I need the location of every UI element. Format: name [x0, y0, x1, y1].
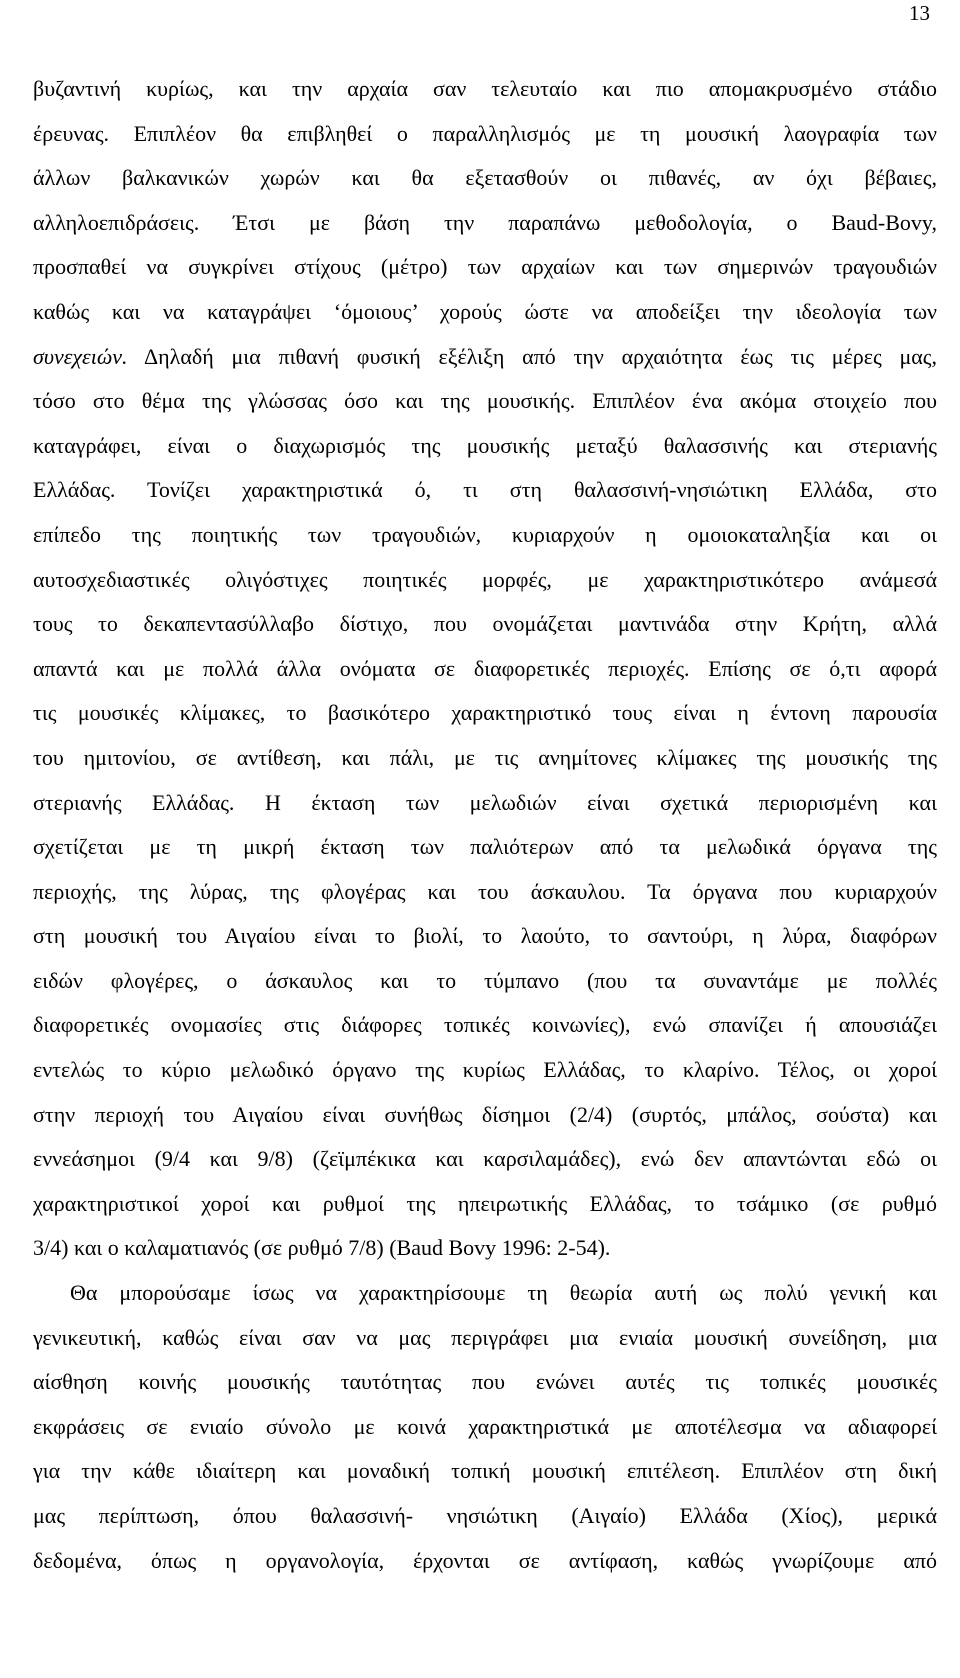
text-line: άλλων βαλκανικών χωρών και θα εξετασθούν οι πιθανές, αν όχι βέβαιες, — [33, 165, 937, 191]
text-run: Δηλαδή μια πιθανή φυσική εξέλιξη από την αρχαιότητα έως τις μέρες μας, — [127, 343, 937, 369]
text-line: στεριανής Ελλάδας. Η έκταση των μελωδιών είναι σχετικά περιορισμένη και — [33, 789, 937, 815]
text-line: μας περίπτωση, όπου θαλασσινή- νησιώτικη (Αιγαίο) Ελλάδα (Χίος), μερικά — [33, 1503, 937, 1528]
text-line: αίσθηση κοινής μουσικής ταυτότητας που ενώνει αυτές τις τοπικές μουσικές — [33, 1369, 937, 1395]
text-line: χαρακτηριστικοί χοροί και ρυθμοί της ηπειρωτικής Ελλάδας, το τσάμικο (σε ρυθμό — [33, 1190, 937, 1216]
text-line: εννεάσημοι (9/4 και 9/8) (ζεϊμπέκικα και καρσιλαμάδες), ενώ δεν απαντώνται εδώ οι — [33, 1146, 937, 1172]
paragraph — [33, 67, 937, 1271]
text-line: αυτοσχεδιαστικές ολιγόστιχες ποιητικές μορφές, με χαρακτηριστικότερο ανάμεσά — [33, 566, 937, 592]
text-line: εντελώς το κύριο μελωδικό όργανο της κυρίως Ελλάδας, το κλαρίνο. Τέλος, οι χοροί — [33, 1057, 937, 1083]
text-line: δεδομένα, όπως η οργανολογία, έρχονται σε αντίφαση, καθώς γνωρίζουμε από — [33, 1547, 937, 1573]
text-line: αλληλοεπιδράσεις. Έτσι με βάση την παραπάνω μεθοδολογία, ο Baud-Bovy, — [33, 209, 937, 235]
text-line: διαφορετικές ονομασίες στις διάφορες τοπικές κοινωνίες), ενώ σπανίζει ή απουσιάζει — [33, 1012, 937, 1038]
text-line: τις μουσικές κλίμακες, το βασικότερο χαρακτηριστικό τους είναι η έντονη παρουσία — [33, 700, 937, 726]
text-line: τόσο στο θέμα της γλώσσας όσο και της μουσικής. Επιπλέον ένα ακόμα στοιχείο που — [33, 388, 937, 414]
text-line: έρευνας. Επιπλέον θα επιβληθεί ο παραλληλισμός με τη μουσική λαογραφία των — [33, 120, 937, 146]
italic-term: συνεχειών. — [33, 343, 128, 369]
text-line: γενικευτική, καθώς είναι σαν να μας περιγράφει μια ενιαία μουσική συνείδηση, μια — [33, 1324, 937, 1350]
text-line: επίπεδο της ποιητικής των τραγουδιών, κυριαρχούν η ομοιοκαταληξία και οι — [33, 521, 937, 547]
text-line: εκφράσεις σε ενιαίο σύνολο με κοινά χαρακτηριστικά με αποτέλεσμα να αδιαφορεί — [33, 1413, 937, 1439]
page-number: 13 — [909, 1, 930, 25]
text-line — [33, 335, 937, 380]
text-line: τους το δεκαπεντασύλλαβο δίστιχο, που ονομάζεται μαντινάδα στην Κρήτη, αλλά — [33, 611, 937, 637]
text-line: του ημιτονίου, σε αντίθεση, και πάλι, με τις ανημίτονες κλίμακες της μουσικής της — [33, 744, 937, 770]
text-line: βυζαντινή κυρίως, και την αρχαία σαν τελευταίο και πιο απομακρυσμένο στάδιο — [33, 76, 937, 101]
text-line: σχετίζεται με τη μικρή έκταση των παλιότερων από τα μελωδικά όργανα της — [33, 834, 937, 860]
text-line: Θα μπορούσαμε ίσως να χαρακτηρίσουμε τη θεωρία αυτή ως πολύ γενική και — [70, 1280, 937, 1306]
text-line: καθώς και να καταγράψει ‘όμοιους’ χορούς ώστε να αποδείξει την ιδεολογία των — [33, 298, 937, 324]
text-line: στην περιοχή του Αιγαίου είναι συνήθως δίσημοι (2/4) (συρτός, μπάλος, σούστα) και — [33, 1101, 937, 1127]
text-line: στη μουσική του Αιγαίου είναι το βιολί, το λαούτο, το σαντούρι, η λύρα, διαφόρων — [33, 923, 937, 949]
text-line: απαντά και με πολλά άλλα ονόματα σε διαφορετικές περιοχές. Επίσης σε ό,τι αφορά — [33, 655, 937, 681]
text-line: Ελλάδας. Τονίζει χαρακτηριστικά ό, τι στη θαλασσινή-νησιώτικη Ελλάδα, στο — [33, 477, 937, 503]
text-line: ειδών φλογέρες, ο άσκαυλος και το τύμπανο (που τα συναντάμε με πολλές — [33, 967, 937, 993]
text-line: 3/4) και ο καλαματιανός (σε ρυθμό 7/8) (Baud Bovy 1996: 2-54). — [33, 1235, 611, 1261]
paragraph — [33, 1271, 937, 1583]
text-line: προσπαθεί να συγκρίνει στίχους (μέτρο) των αρχαίων και των σημερινών τραγουδιών — [33, 254, 937, 280]
text-line: καταγράφει, είναι ο διαχωρισμός της μουσικής μεταξύ θαλασσινής και στεριανής — [33, 432, 937, 458]
body-text — [33, 67, 937, 1583]
text-line: περιοχής, της λύρας, της φλογέρας και του άσκαυλου. Τα όργανα που κυριαρχούν — [33, 878, 937, 904]
text-line: για την κάθε ιδιαίτερη και μοναδική τοπική μουσική επιτέλεση. Επιπλέον στη δική — [33, 1458, 937, 1484]
